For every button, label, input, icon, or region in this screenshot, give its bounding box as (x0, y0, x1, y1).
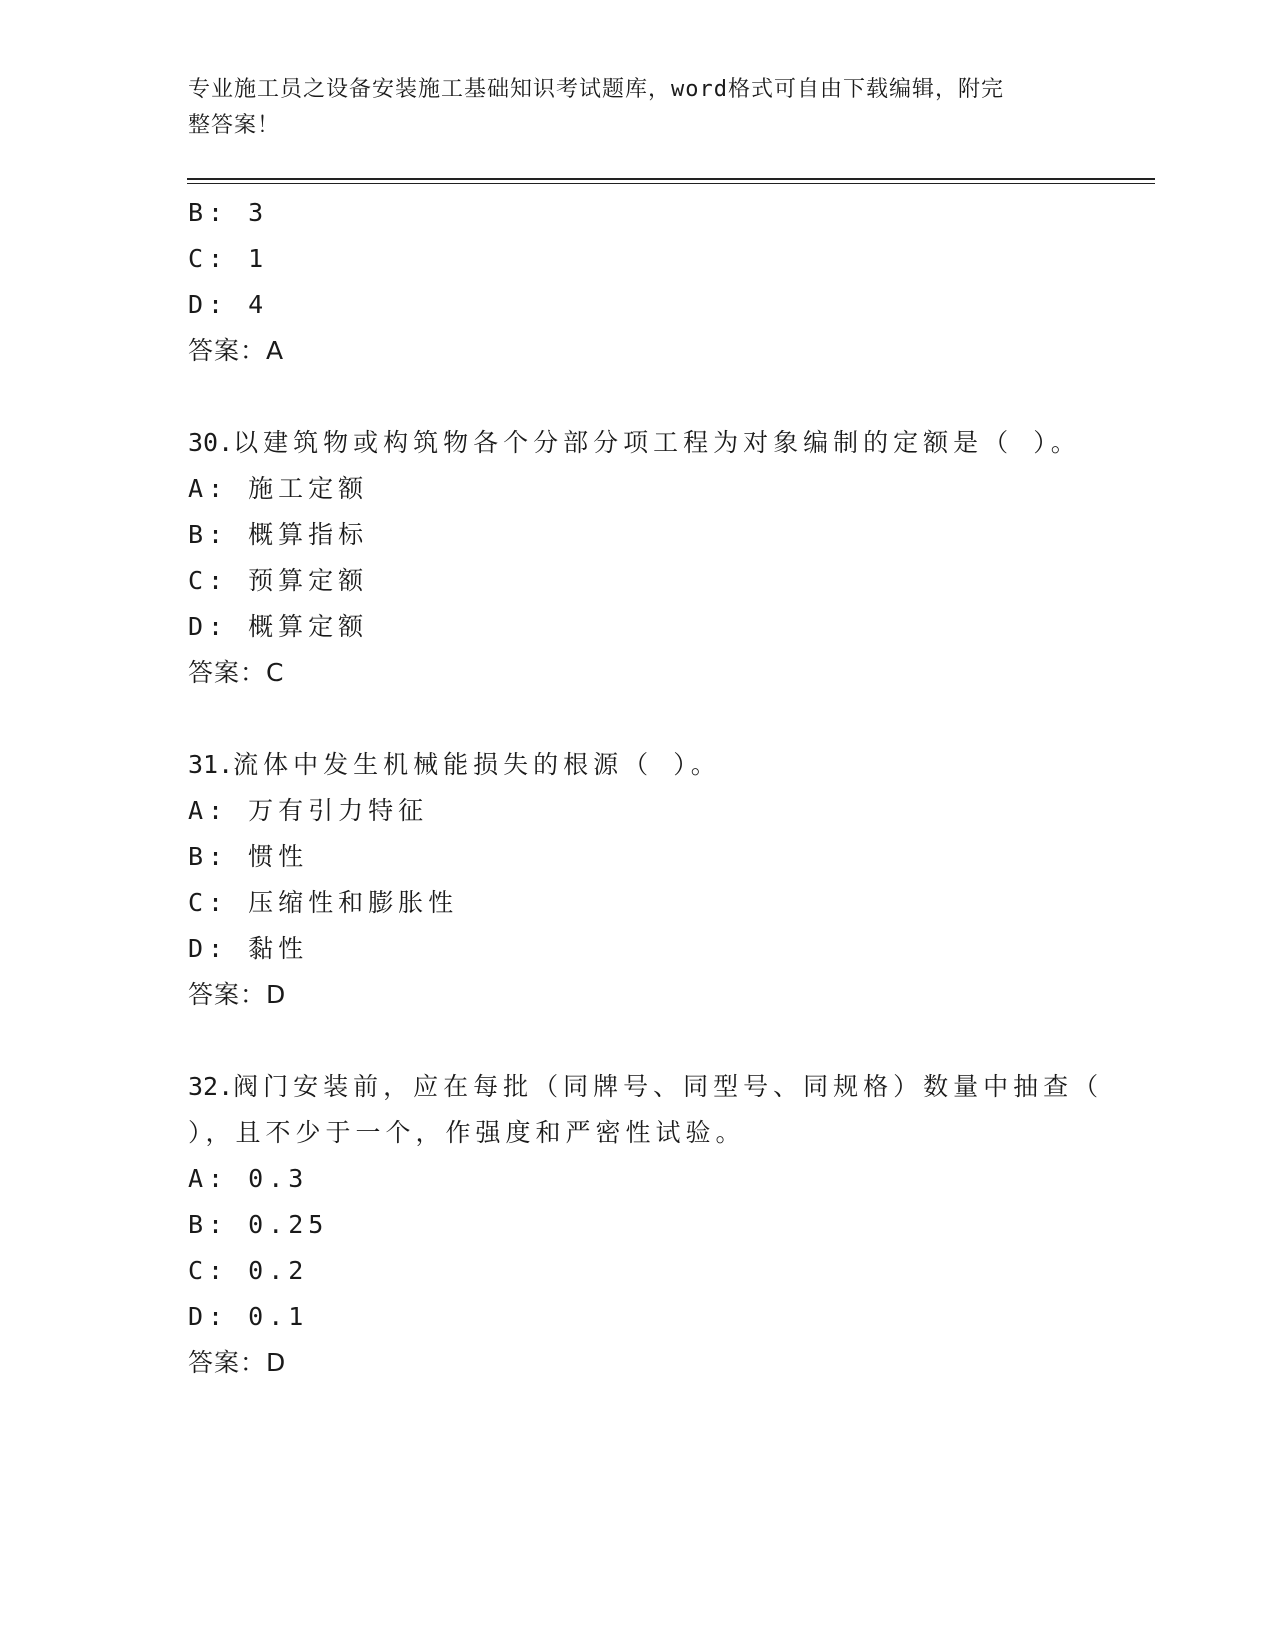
question-text: 流体中发生机械能损失的根源（ ）。 (233, 750, 721, 779)
spacer (188, 1018, 1088, 1064)
option-c: C: 压缩性和膨胀性 (188, 888, 459, 917)
question-content (188, 190, 1104, 1386)
option-d: D: 概算定额 (188, 612, 369, 641)
question-block-30 (188, 420, 1088, 696)
option-b: B: 惯性 (188, 842, 309, 871)
option-a: A: 万有引力特征 (188, 796, 429, 825)
option-b: B: 3 (188, 198, 269, 227)
header-divider-thin (187, 183, 1155, 184)
option-c: C: 预算定额 (188, 566, 369, 595)
question-stem (188, 420, 1088, 466)
question-stem (188, 1064, 1104, 1110)
option-b: B: 概算指标 (188, 520, 369, 549)
spacer (188, 696, 1088, 742)
option-a: A: 0.3 (188, 1164, 309, 1193)
header-title-line-2: 整答案！ (188, 113, 281, 138)
header-title-line-1: 专业施工员之设备安装施工基础知识考试题库，word格式可自由下载编辑，附完 (188, 77, 1004, 102)
spacer (188, 374, 1088, 420)
option-d: D: 4 (188, 290, 269, 319)
option-d: D: 黏性 (188, 934, 309, 963)
question-text: 阀门安装前，应在每批（同牌号、同型号、同规格）数量中抽查（ (233, 1072, 1104, 1101)
question-block-31 (188, 742, 1088, 1018)
question-stem (188, 742, 1088, 788)
answer-line: 答案：C (188, 658, 285, 687)
answer-line: 答案：D (188, 1348, 287, 1377)
option-d: D: 0.1 (188, 1302, 309, 1331)
question-number: 32. (188, 1072, 234, 1101)
question-block-32 (188, 1064, 1104, 1386)
option-c: C: 0.2 (188, 1256, 309, 1285)
answer-line: 答案：A (188, 336, 285, 365)
question-text: 以建筑物或构筑物各个分部分项工程为对象编制的定额是（ ）。 (233, 428, 1081, 457)
option-a: A: 施工定额 (188, 474, 369, 503)
option-c: C: 1 (188, 244, 269, 273)
question-stem-continued: ），且不少于一个，作强度和严密性试验。 (188, 1118, 746, 1147)
question-number: 31. (188, 750, 234, 779)
header-divider-thick (187, 178, 1155, 180)
answer-line: 答案：D (188, 980, 287, 1009)
option-b: B: 0.25 (188, 1210, 329, 1239)
question-number: 30. (188, 428, 234, 457)
document-header (188, 72, 1068, 144)
